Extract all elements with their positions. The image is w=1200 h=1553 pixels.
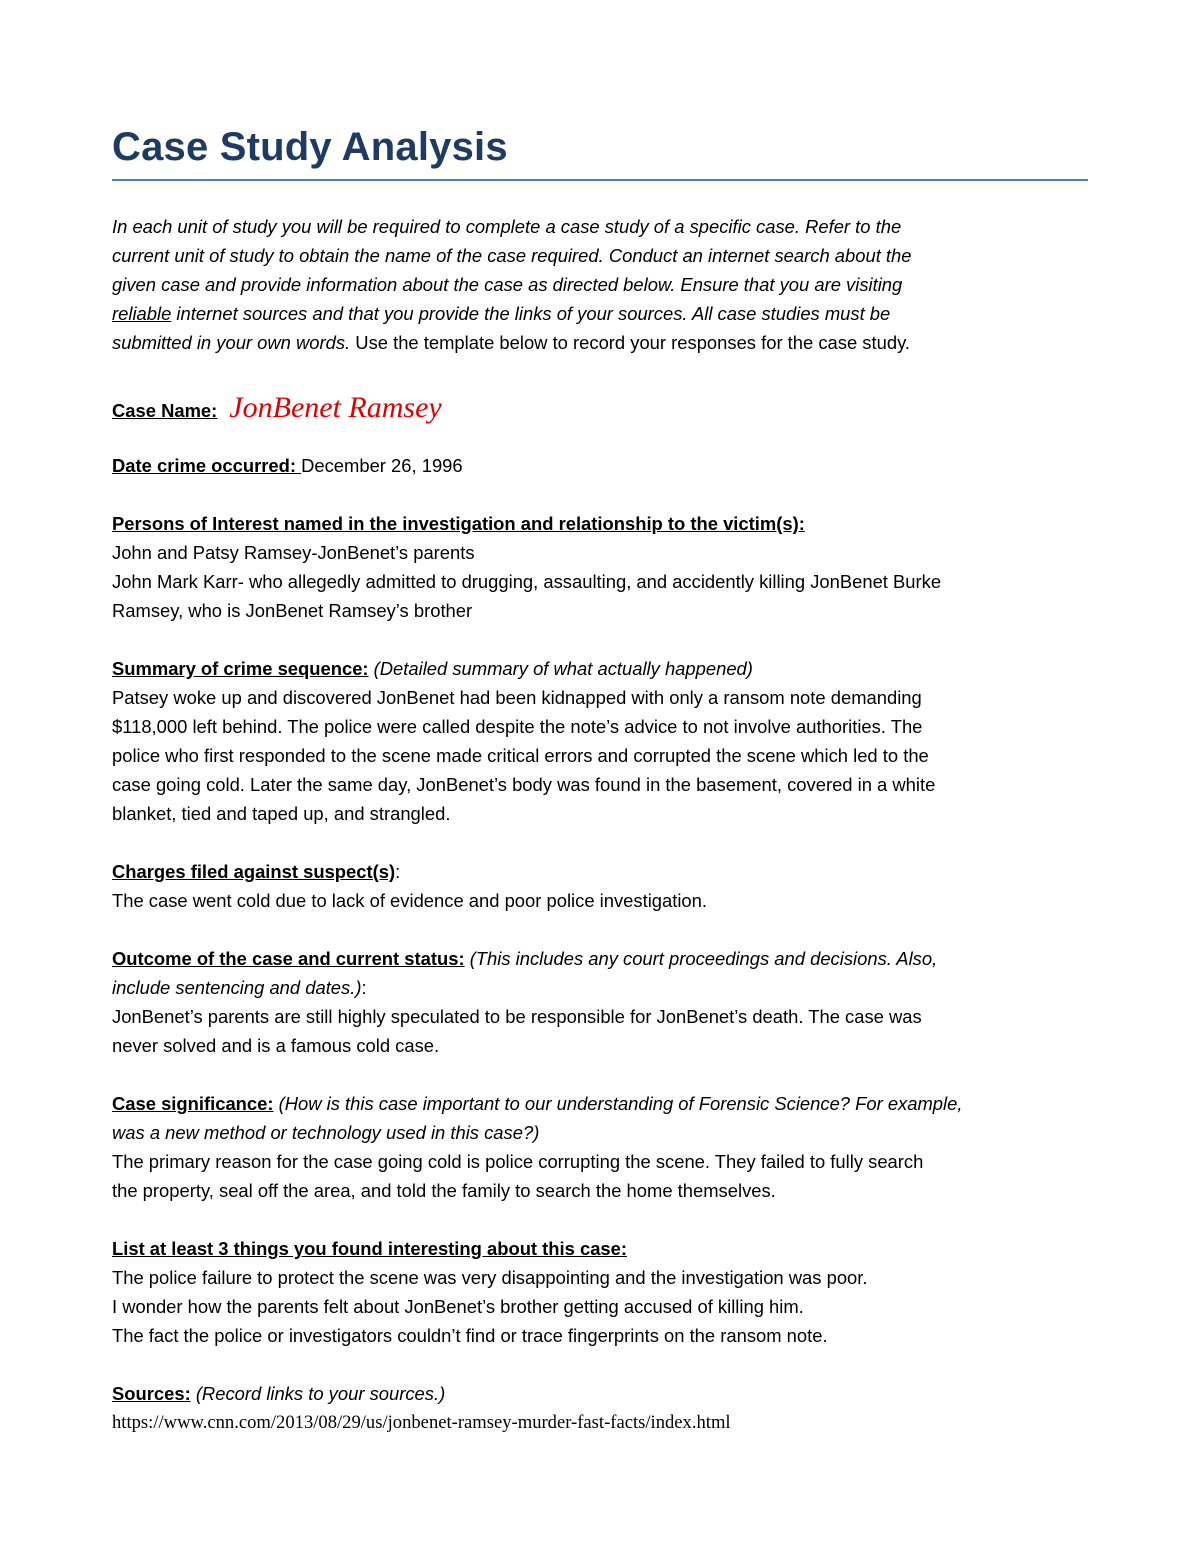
outcome-note-line (112, 973, 1092, 1002)
persons-line: Ramsey, who is JonBenet Ramsey’s brother (112, 600, 473, 621)
intro-line: given case and provide information about the case as directed below. Ensure that you are visiting (112, 274, 903, 295)
source-link[interactable]: https://www.cnn.com/2013/08/29/us/jonbenet-ramsey-murder-fast-facts/index.html (112, 1412, 731, 1433)
case-name-value: JonBenet Ramsey (229, 391, 442, 424)
charges-label: Charges filed against suspect(s) (112, 861, 396, 882)
interesting-label: List at least 3 things you found interesting about this case: (112, 1238, 628, 1259)
significance-line: The primary reason for the case going cold is police corrupting the scene. They failed to fully search (112, 1151, 924, 1172)
significance-note-continued: was a new method or technology used in this case?) (112, 1122, 540, 1143)
summary-section (112, 654, 1092, 828)
significance-section (112, 1089, 1092, 1205)
outcome-heading (112, 944, 1092, 973)
outcome-line: JonBenet’s parents are still highly speculated to be responsible for JonBenet’s death. The case was (112, 1006, 922, 1027)
outcome-note-continued: include sentencing and dates.) (112, 977, 362, 998)
significance-heading (112, 1089, 1092, 1118)
outcome-note: (This includes any court proceedings and decisions. Also, (464, 948, 938, 969)
summary-line: blanket, tied and taped up, and strangled. (112, 803, 451, 824)
intro-line-rest: Use the template below to record your responses for the case study. (350, 332, 911, 353)
date-section (112, 451, 1092, 480)
summary-line: police who first responded to the scene made critical errors and corrupted the scene which led to the (112, 745, 929, 766)
intro-line-italic: submitted in your own words. (112, 332, 351, 353)
outcome-label: Outcome of the case and current status: (112, 948, 465, 969)
charges-section (112, 857, 1092, 915)
reliable-emphasis: reliable (112, 303, 172, 324)
persons-label: Persons of Interest named in the investigation and relationship to the victim(s): (112, 513, 805, 534)
interesting-section (112, 1234, 1092, 1350)
document-title: Case Study Analysis (112, 125, 508, 169)
interesting-item: The police failure to protect the scene was very disappointing and the investigation was poor. (112, 1267, 868, 1288)
interesting-item: I wonder how the parents felt about JonBenet’s brother getting accused of killing him. (112, 1296, 804, 1317)
sources-section (112, 1379, 1092, 1437)
intro-line (112, 328, 1092, 357)
intro-line: current unit of study to obtain the name of the case required. Conduct an internet search about the (112, 245, 912, 266)
charges-heading (112, 857, 1092, 886)
sources-label: Sources: (112, 1383, 191, 1404)
significance-line: the property, seal off the area, and told the family to search the home themselves. (112, 1180, 776, 1201)
title-underline-rule (112, 179, 1088, 181)
summary-heading (112, 654, 1092, 683)
summary-line: case going cold. Later the same day, JonBenet’s body was found in the basement, covered in a white (112, 774, 936, 795)
charges-line: The case went cold due to lack of evidence and poor police investigation. (112, 890, 708, 911)
intro-line-rest: internet sources and that you provide the links of your sources. All case studies must be (171, 303, 891, 324)
intro-line: In each unit of study you will be required to complete a case study of a specific case. Refer to the (112, 216, 902, 237)
outcome-note-suffix: : (361, 977, 367, 998)
significance-note: (How is this case important to our understanding of Forensic Science? For example, (273, 1093, 963, 1114)
summary-note: (Detailed summary of what actually happened) (368, 658, 753, 679)
outcome-section (112, 944, 1092, 1060)
case-name-row (112, 391, 1092, 425)
sources-heading (112, 1379, 1092, 1408)
date-label: Date crime occurred: (112, 455, 302, 476)
document-page (112, 118, 1092, 1437)
interesting-item: The fact the police or investigators couldn’t find or trace fingerprints on the ransom note. (112, 1325, 828, 1346)
date-line (112, 451, 1092, 480)
significance-label: Case significance: (112, 1093, 274, 1114)
sources-note: (Record links to your sources.) (190, 1383, 446, 1404)
summary-line: Patsey woke up and discovered JonBenet had been kidnapped with only a ransom note demanding (112, 687, 922, 708)
case-name-label: Case Name: (112, 400, 218, 421)
persons-line: John and Patsy Ramsey-JonBenet’s parents (112, 542, 475, 563)
persons-section (112, 509, 1092, 625)
summary-label: Summary of crime sequence: (112, 658, 369, 679)
date-value: December 26, 1996 (301, 455, 463, 476)
outcome-line: never solved and is a famous cold case. (112, 1035, 440, 1056)
persons-line: John Mark Karr- who allegedly admitted to drugging, assaulting, and accidently killing JonBenet Burke (112, 571, 942, 592)
intro-paragraph (112, 212, 1092, 357)
summary-line: $118,000 left behind. The police were called despite the note’s advice to not involve authorities. The (112, 716, 923, 737)
charges-suffix: : (395, 861, 401, 882)
intro-line (112, 299, 1092, 328)
